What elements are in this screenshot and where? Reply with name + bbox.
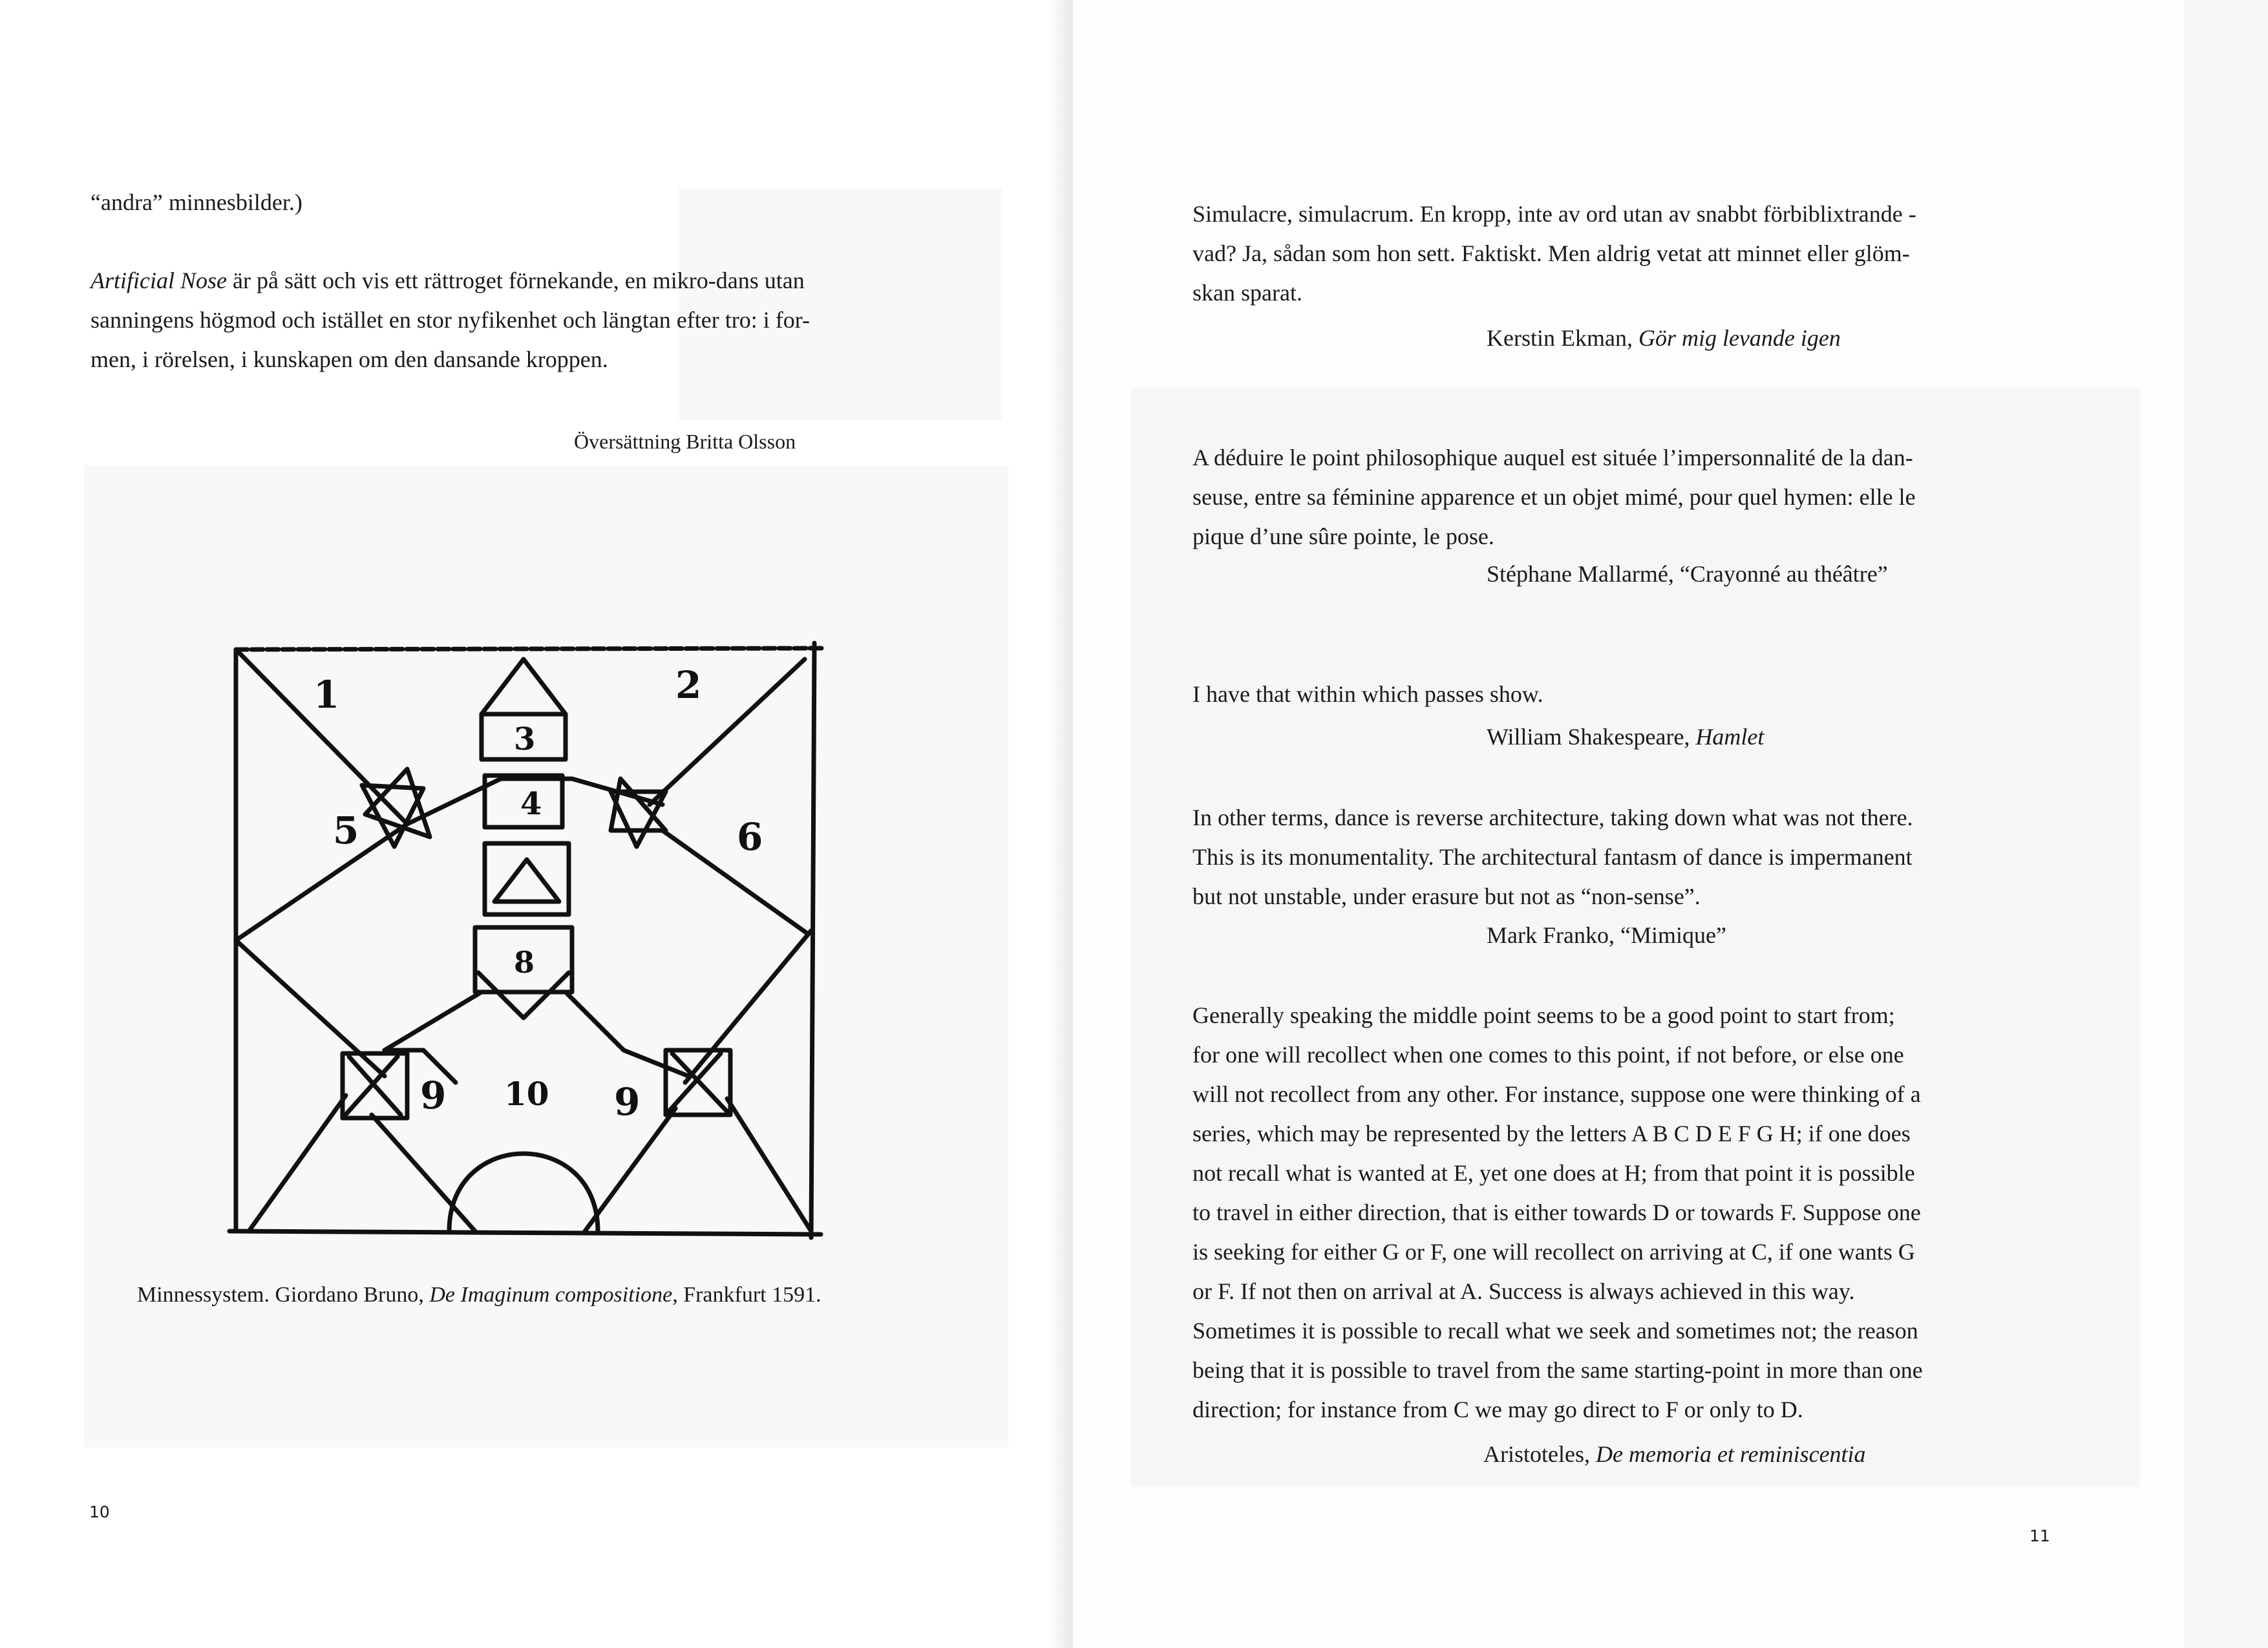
text-line: will not recollect from any other. For instance, suppose one were thinking of a [1192, 1081, 1921, 1107]
connector-line [385, 992, 482, 1083]
figure-label: 9 [420, 1073, 447, 1117]
memory-diagram [210, 630, 850, 1251]
text-line-content: “andra” minnesbilder.) [90, 189, 302, 215]
text-line: This is its monumentality. The architectural fantasm of dance is impermanent [1192, 844, 1913, 870]
caption-text: Minnessystem. Giordano Bruno, [137, 1283, 430, 1307]
text-span: är på sätt och vis ett rättroget förnekande, en mikro-dans utan [227, 268, 805, 293]
figure-label: 8 [514, 945, 535, 980]
text-line: In other terms, dance is reverse architecture, taking down what was not there. [1192, 805, 1913, 830]
text-line: Generally speaking the middle point seems to be a good point to start from; [1192, 1002, 1895, 1028]
text-line: Sometimes it is possible to recall what we seek and sometimes not; the reason [1192, 1318, 1918, 1344]
frame-top [236, 648, 824, 650]
text-line: series, which may be represented by the letters A B C D E F G H; if one does [1192, 1121, 1911, 1146]
text-line: or F. If not then on arrival at A. Success is always achieved in this way. [1192, 1278, 1855, 1304]
attribution-work: Hamlet [1695, 724, 1765, 750]
diagonal-line [372, 1115, 475, 1231]
page-edge [2185, 0, 2268, 1648]
attribution-aristoteles [1483, 1435, 1866, 1474]
text-line: direction; for instance from C we may go direct to F or only to D. [1192, 1397, 1803, 1422]
translator-credit [574, 422, 796, 461]
attribution-author: Kerstin Ekman, [1487, 325, 1638, 351]
translator-text: Översättning Britta Olsson [574, 430, 796, 453]
paragraph-artificial-nose [90, 261, 810, 379]
right-page [1073, 0, 2185, 1648]
memory-system-figure [210, 630, 850, 1251]
bottom-arch [449, 1154, 598, 1231]
text-line: to travel in either direction, that is either towards D or towards F. Suppose one [1192, 1199, 1921, 1225]
text-line: Simulacre, simulacrum. En kropp, inte av ord utan av snabbt förbiblixtrande - [1192, 201, 1916, 227]
attribution-work: Gör mig levande igen [1638, 325, 1841, 351]
attribution-author: William Shakespeare, [1487, 724, 1696, 750]
text-line [90, 183, 302, 222]
diagonal-line [249, 1095, 346, 1231]
quote-mallarme [1192, 438, 1916, 556]
figure-label: 3 [514, 721, 536, 757]
attribution-author: Aristoteles, [1483, 1441, 1596, 1467]
page-number-left: 10 [89, 1503, 110, 1521]
text-line: skan sparat. [1192, 280, 1302, 306]
figure-label: 9 [614, 1080, 641, 1124]
text-line: is seeking for either G or F, one will recollect on arriving at C, if one wants G [1192, 1239, 1915, 1265]
left-page [0, 0, 1073, 1648]
caption-text: , Frankfurt 1591. [672, 1283, 821, 1307]
figure-caption [137, 1283, 821, 1307]
quote-shakespeare [1192, 675, 1543, 714]
text-line: not recall what is wanted at E, yet one does at H; from that point it is possible [1192, 1160, 1915, 1186]
attribution-franko [1487, 916, 1726, 955]
figure-label: 10 [504, 1075, 549, 1113]
figure-label: 2 [675, 663, 702, 707]
square-cross [666, 1053, 727, 1115]
quote-ekman [1192, 195, 1916, 313]
connector-line [566, 992, 688, 1076]
text-line: for one will recollect when one comes to this point, if not before, or else one [1192, 1042, 1904, 1068]
text-line: sanningens högmod och istället en stor nyfikenhet och längtan efter tro: i for- [90, 307, 810, 333]
page-number-right: 11 [2030, 1527, 2050, 1545]
quote-franko [1192, 798, 1913, 916]
quote-aristoteles [1192, 996, 1923, 1430]
attribution-ekman [1487, 319, 1841, 358]
text-line: seuse, entre sa féminine apparence et un objet mimé, pour quel hymen: elle le [1192, 484, 1916, 510]
figure-label: 4 [520, 786, 542, 822]
diagonal-line [236, 824, 407, 940]
attribution-work: De memoria et reminiscentia [1595, 1441, 1866, 1467]
attribution-mallarme [1487, 555, 1888, 594]
figure-label: 1 [313, 673, 340, 717]
attribution-text: Stéphane Mallarmé, “Crayonné au théâtre” [1487, 561, 1888, 587]
frame-bottom [229, 1231, 821, 1234]
attribution-text: Mark Franko, “Mimique” [1487, 922, 1726, 948]
figure-label: 5 [333, 808, 359, 852]
tower-triangle [482, 659, 566, 714]
figure-label: 6 [737, 815, 763, 859]
diagonal-line [650, 659, 805, 805]
text-line: pique d’une sûre pointe, le pose. [1192, 523, 1494, 549]
diagonal-line [662, 830, 808, 934]
text-line [90, 261, 810, 301]
text-line: vad? Ja, sådan som hon sett. Faktiskt. Men aldrig vetat att minnet eller glöm- [1192, 240, 1910, 266]
text-line: being that it is possible to travel from the same starting-point in more than one [1192, 1357, 1923, 1383]
attribution-shakespeare [1487, 717, 1764, 757]
frame-right [811, 643, 814, 1238]
italic-title: Artificial Nose [90, 268, 227, 293]
caption-italic: De Imaginum compositione [429, 1283, 673, 1307]
text-line: men, i rörelsen, i kunskapen om den dansande kroppen. [90, 346, 608, 372]
diagonal-line [685, 931, 811, 1083]
inner-triangle [494, 860, 559, 902]
text-line: I have that within which passes show. [1192, 681, 1543, 707]
text-line: but not unstable, under erasure but not as “non-sense”. [1192, 883, 1701, 909]
diagonal-line [727, 1099, 811, 1231]
star-left-a [365, 769, 430, 837]
text-line: A déduire le point philosophique auquel est située l’impersonnalité de la dan- [1192, 445, 1913, 470]
